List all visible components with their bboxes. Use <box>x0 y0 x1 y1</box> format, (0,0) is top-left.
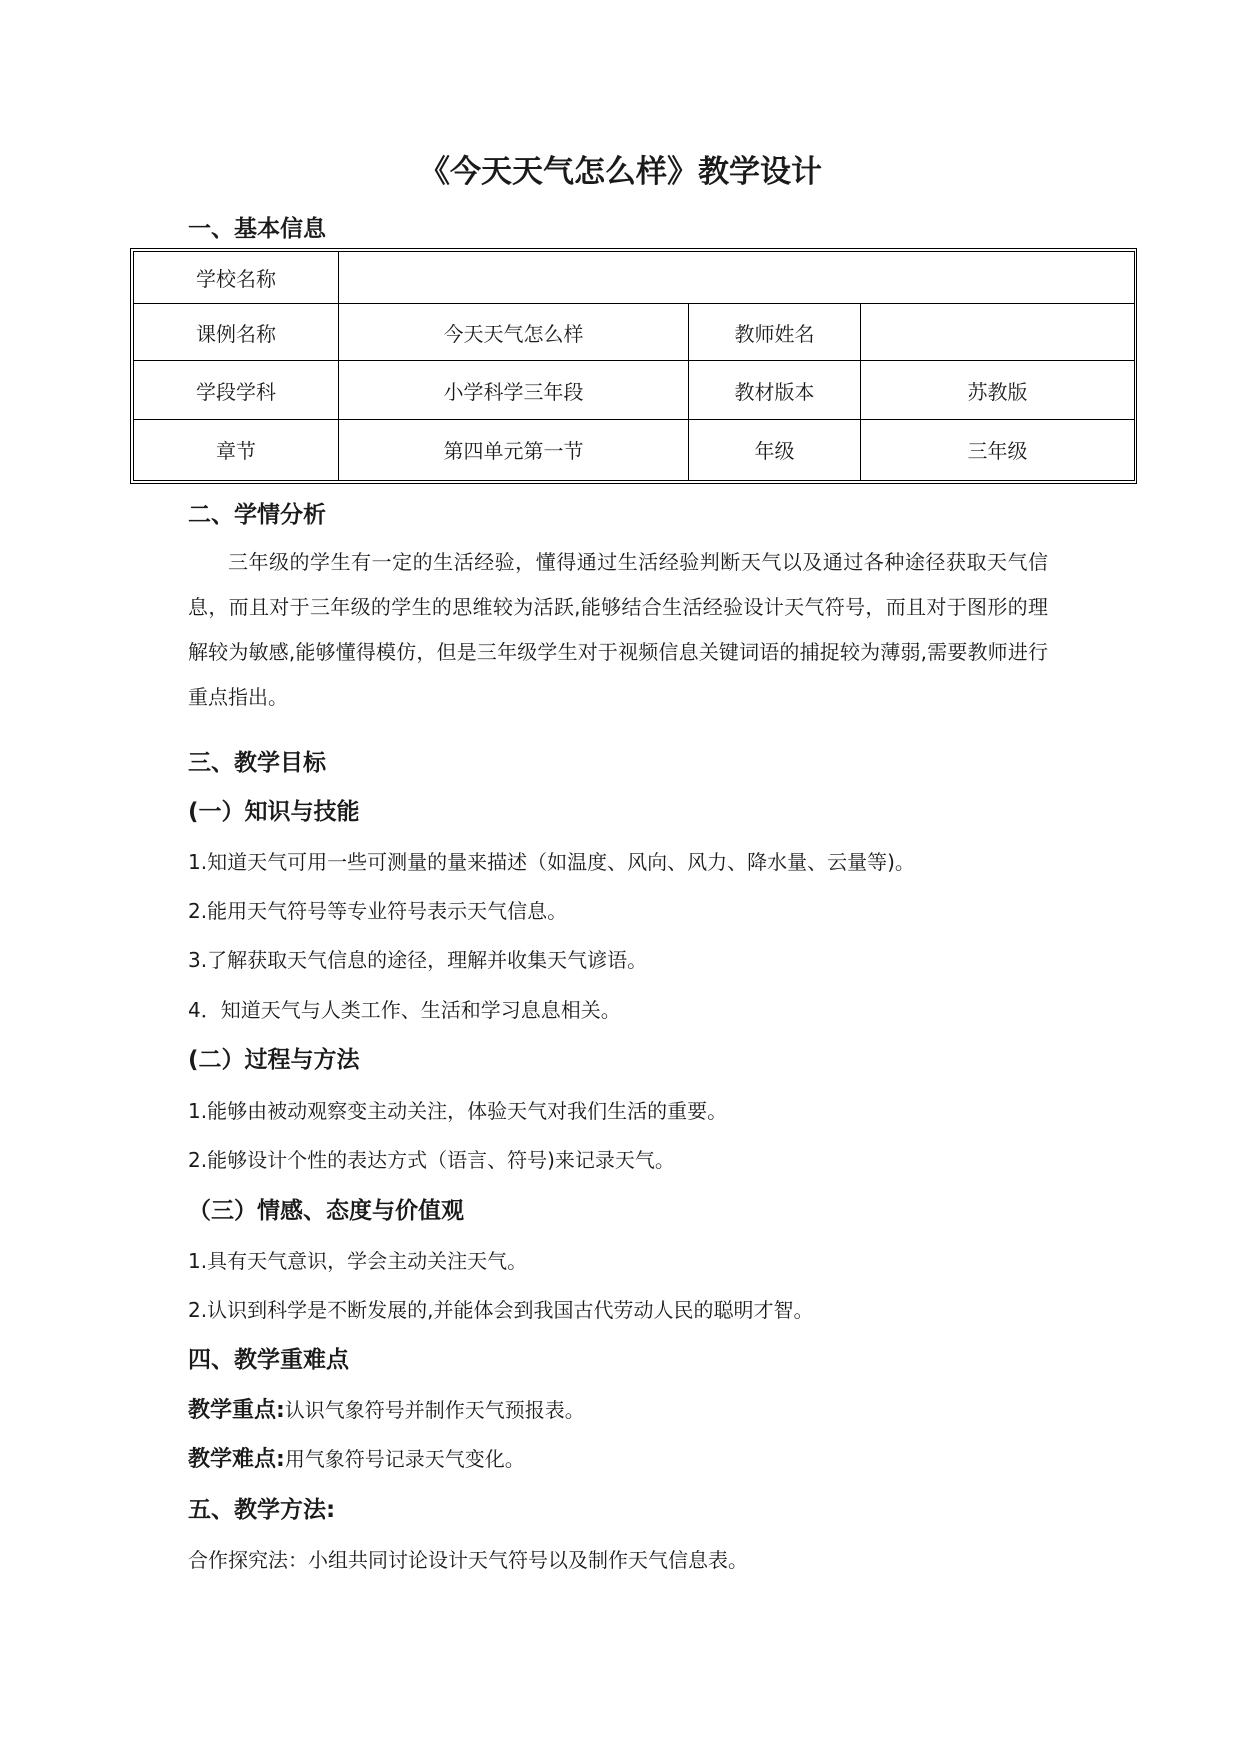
difficulty-line <box>188 1445 525 1474</box>
grade-label: 年级 <box>689 419 861 480</box>
section-heading-learning-analysis: 二、学情分析 <box>188 502 326 528</box>
subheading-knowledge-skills: (一）知识与技能 <box>188 799 360 825</box>
difficulty-label: 教学难点: <box>188 1447 285 1472</box>
basic-info-table <box>130 248 1137 484</box>
teaching-method-text: 合作探究法：小组共同讨论设计天气符号以及制作天气信息表。 <box>188 1548 748 1572</box>
school-name-value <box>339 252 1135 304</box>
key-point-line <box>188 1396 585 1425</box>
section-heading-teaching-goals: 三、教学目标 <box>188 750 326 776</box>
table-row <box>134 252 1135 304</box>
textbook-edition-value: 苏教版 <box>861 361 1135 419</box>
lesson-name-label: 课例名称 <box>134 304 339 361</box>
section-heading-teaching-methods: 五、教学方法: <box>188 1497 336 1523</box>
list-item: 1.能够由被动观察变主动关注，体验天气对我们生活的重要。 <box>188 1099 728 1123</box>
stage-subject-label: 学段学科 <box>134 361 339 419</box>
table-row <box>134 304 1135 361</box>
list-item: 2.能用天气符号等专业符号表示天气信息。 <box>188 899 568 923</box>
subheading-emotion-values: （三）情感、态度与价值观 <box>188 1198 464 1224</box>
grade-value: 三年级 <box>861 419 1135 480</box>
list-item: 2.认识到科学是不断发展的,并能体会到我国古代劳动人民的聪明才智。 <box>188 1298 814 1322</box>
list-item: 3.了解获取天气信息的途径，理解并收集天气谚语。 <box>188 948 648 972</box>
school-name-label: 学校名称 <box>134 252 339 304</box>
chapter-label: 章节 <box>134 419 339 480</box>
key-point-text: 认识气象符号并制作天气预报表。 <box>284 1398 585 1422</box>
list-item: 1.知道天气可用一些可测量的量来描述（如温度、风向、风力、降水量、云量等)。 <box>188 850 915 874</box>
key-point-label: 教学重点: <box>188 1398 285 1423</box>
stage-subject-value: 小学科学三年段 <box>339 361 689 419</box>
chapter-value: 第四单元第一节 <box>339 419 689 480</box>
list-item: 4．知道天气与人类工作、生活和学习息息相关。 <box>188 998 621 1022</box>
page-title: 《今天天气怎么样》教学设计 <box>419 154 822 190</box>
subheading-process-methods: (二）过程与方法 <box>188 1047 360 1073</box>
list-item: 1.具有天气意识，学会主动关注天气。 <box>188 1249 528 1273</box>
table-row <box>134 419 1135 480</box>
difficulty-text: 用气象符号记录天气变化。 <box>284 1447 525 1471</box>
table-row <box>134 361 1135 419</box>
lesson-name-value: 今天天气怎么样 <box>339 304 689 361</box>
teacher-name-value <box>861 304 1135 361</box>
section-heading-basic-info: 一、基本信息 <box>188 216 326 242</box>
learning-analysis-paragraph: 三年级的学生有一定的生活经验，懂得通过生活经验判断天气以及通过各种途径获取天气信息，而且对于三年级的学生的思维较为活跃,能够结合生活经验设计天气符号，而且对于图形的理解较为敏感,能够懂得模仿，但是三年级学生对于视频信息关键词语的捕捉较为薄弱,需要教师进行重点指出。 <box>188 550 1048 709</box>
section-heading-key-difficulties: 四、教学重难点 <box>188 1347 349 1373</box>
teacher-name-label: 教师姓名 <box>689 304 861 361</box>
textbook-edition-label: 教材版本 <box>689 361 861 419</box>
list-item: 2.能够设计个性的表达方式（语言、符号)来记录天气。 <box>188 1148 675 1172</box>
